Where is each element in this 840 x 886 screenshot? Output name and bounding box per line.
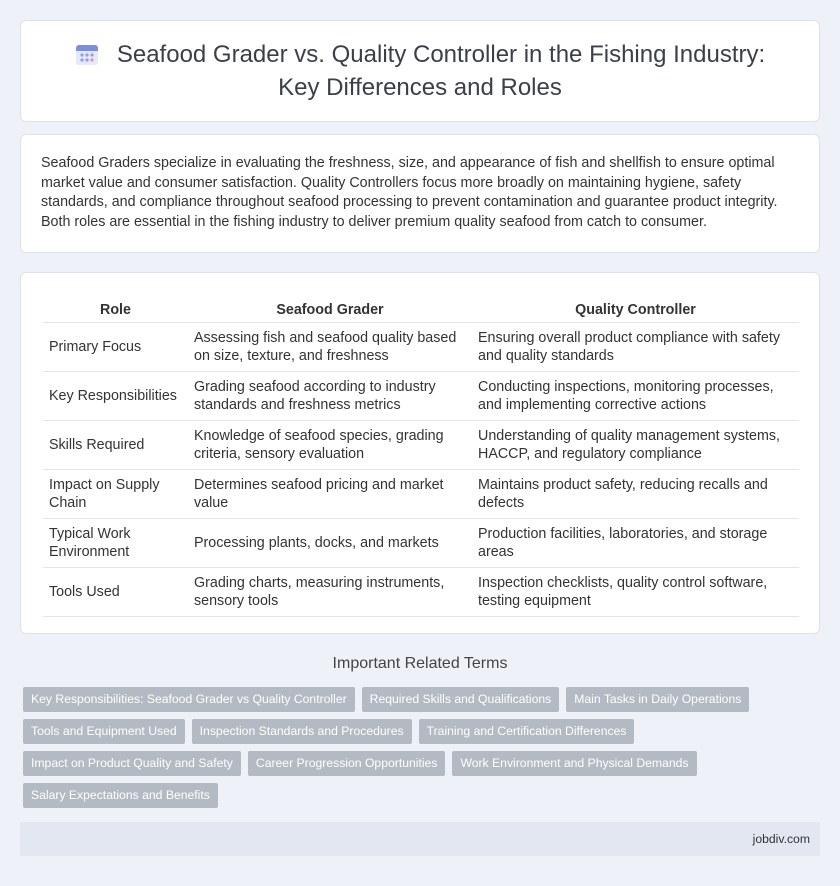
grader-cell: Knowledge of seafood species, grading criteria, sensory evaluation [188,420,472,469]
page-title [51,40,789,102]
table-row [43,322,799,371]
controller-cell: Maintains product safety, reducing recalls and defects [472,469,799,518]
comparison-table-card [20,272,820,634]
grader-cell: Determines seafood pricing and market value [188,469,472,518]
grader-cell: Grading seafood according to industry standards and freshness metrics [188,371,472,420]
row-label: Typical Work Environment [43,518,188,567]
related-tag[interactable]: Impact on Product Quality and Safety [23,751,241,776]
related-tag[interactable]: Salary Expectations and Benefits [23,783,218,808]
related-terms-tags [23,687,763,815]
table-row [43,518,799,567]
calendar-grid-icon [75,42,99,73]
grader-cell: Processing plants, docks, and markets [188,518,472,567]
related-tag[interactable]: Required Skills and Qualifications [362,687,560,712]
table-header-row [43,295,799,322]
related-terms-title: Important Related Terms [332,655,508,672]
footer [20,822,820,856]
header-seafood-grader: Seafood Grader [188,295,472,322]
header-role: Role [43,295,188,322]
controller-cell: Conducting inspections, monitoring processes, and implementing corrective actions [472,371,799,420]
comparison-table [43,295,799,617]
controller-cell: Ensuring overall product compliance with safety and quality standards [472,322,799,371]
related-tag[interactable]: Work Environment and Physical Demands [452,751,696,776]
row-label: Key Responsibilities [43,371,188,420]
table-row [43,469,799,518]
header-quality-controller: Quality Controller [472,295,799,322]
table-row [43,567,799,616]
controller-cell: Understanding of quality management systems, HACCP, and regulatory compliance [472,420,799,469]
row-label: Skills Required [43,420,188,469]
grader-cell: Grading charts, measuring instruments, sensory tools [188,567,472,616]
footer-site-link[interactable]: jobdiv.com [752,832,810,846]
intro-text: Seafood Graders specialize in evaluating the freshness, size, and appearance of fish and shellfish to ensure optimal market value and consumer satisfaction. Quality Controllers focus more broadly on maintaining hygiene, safety standards, and compliance throughout seafood processing to prevent contamination and guarantee product integrity. Both roles are essential in the fishing industry to deliver premium quality seafood from catch to consumer. [41,155,778,230]
related-tag[interactable]: Key Responsibilities: Seafood Grader vs Quality Controller [23,687,355,712]
related-tag[interactable]: Inspection Standards and Procedures [192,719,412,744]
grader-cell: Assessing fish and seafood quality based on size, texture, and freshness [188,322,472,371]
controller-cell: Inspection checklists, quality control software, testing equipment [472,567,799,616]
header-card [20,20,820,122]
intro-card [20,134,820,253]
row-label: Primary Focus [43,322,188,371]
controller-cell: Production facilities, laboratories, and storage areas [472,518,799,567]
related-tag[interactable]: Career Progression Opportunities [248,751,446,776]
related-tag[interactable]: Training and Certification Differences [419,719,635,744]
related-tag[interactable]: Tools and Equipment Used [23,719,185,744]
page-title-text: Seafood Grader vs. Quality Controller in the Fishing Industry: Key Differences and Roles [116,41,766,101]
row-label: Impact on Supply Chain [43,469,188,518]
related-tag[interactable]: Main Tasks in Daily Operations [566,687,749,712]
table-row [43,371,799,420]
row-label: Tools Used [43,567,188,616]
title-wrap [21,21,819,121]
table-row [43,420,799,469]
